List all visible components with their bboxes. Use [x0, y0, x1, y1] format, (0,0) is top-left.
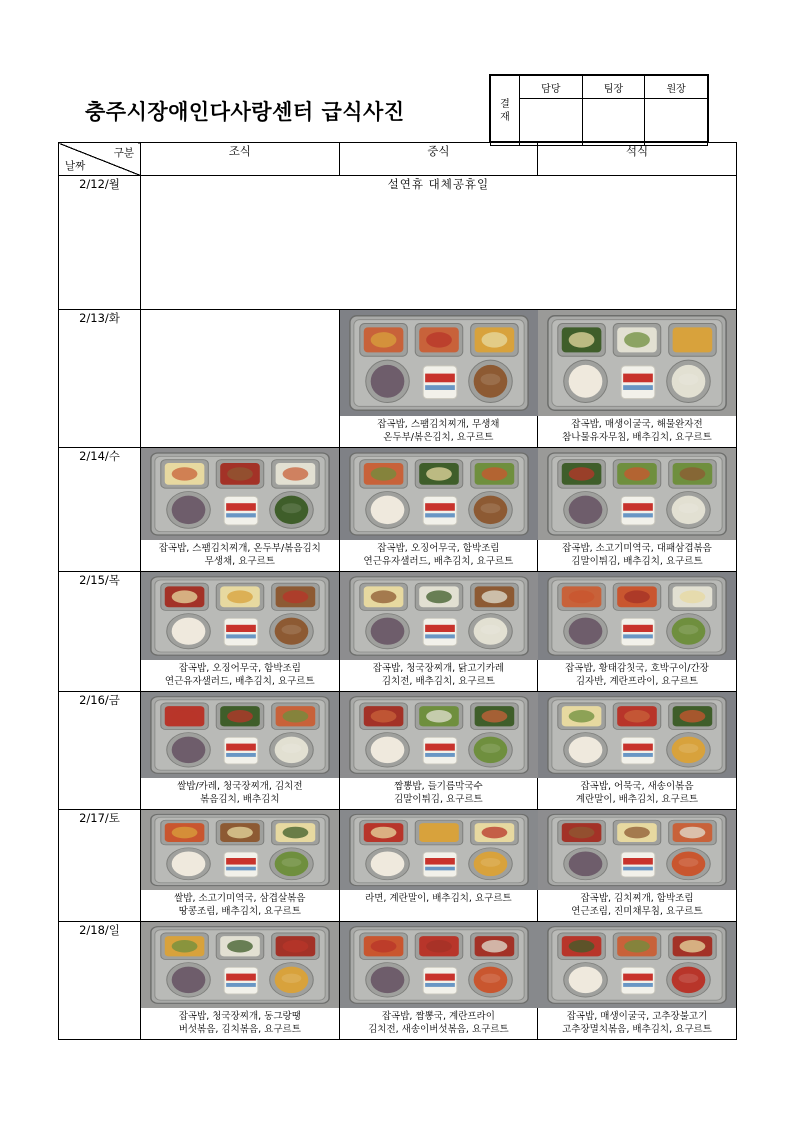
meal-cell — [339, 572, 538, 692]
approval-sign-0[interactable] — [520, 99, 583, 146]
meal-photo — [538, 310, 736, 416]
meal-photo — [538, 448, 736, 540]
approval-sign-1[interactable] — [582, 99, 645, 146]
meal-caption: 쌀밥, 소고기미역국, 삼겹살볶음 땅콩조림, 배추김치, 요구르트 — [174, 893, 306, 917]
meal-cell — [141, 692, 340, 810]
table-row — [59, 692, 737, 810]
meal-cell — [538, 310, 737, 448]
meal-photo — [141, 448, 339, 540]
meal-header-1: 중식 — [339, 143, 538, 176]
meal-photo — [340, 810, 538, 890]
meal-photo — [141, 922, 339, 1008]
meal-caption: 잡곡밥, 매생이굴국, 해물완자전 참나물유자무침, 배추김치, 요구르트 — [562, 419, 712, 443]
meal-caption: 잡곡밥, 스팸김치찌개, 무생채 온두부/볶은김치, 요구르트 — [377, 419, 500, 443]
meal-caption: 잡곡밥, 스팸김치찌개, 온두부/볶음김치 무생채, 요구르트 — [158, 543, 321, 567]
table-header-row — [59, 143, 737, 176]
meal-photo — [538, 810, 736, 890]
meal-cell — [538, 810, 737, 922]
date-cell: 2/14/수 — [59, 448, 141, 572]
date-cell: 2/15/목 — [59, 572, 141, 692]
meal-photo — [538, 922, 736, 1008]
approval-side-label — [491, 76, 520, 146]
document-header — [0, 0, 793, 150]
meal-header-2: 석식 — [538, 143, 737, 176]
approval-side-label-char1: 결 — [500, 98, 510, 110]
table-row — [59, 922, 737, 1040]
approval-sign-2[interactable] — [645, 99, 708, 146]
meal-cell — [141, 810, 340, 922]
date-cell: 2/17/토 — [59, 810, 141, 922]
approval-side-label-char2: 재 — [500, 111, 510, 123]
meal-caption: 잡곡밥, 소고기미역국, 대패삼겹볶음 김말이튀김, 배추김치, 요구르트 — [562, 543, 712, 567]
meal-caption: 잡곡밥, 오징어무국, 함박조림 연근유자샐러드, 배추김치, 요구르트 — [363, 543, 514, 567]
meal-photo — [538, 572, 736, 660]
meal-cell — [538, 922, 737, 1040]
meal-caption: 잡곡밥, 오징어무국, 함박조림 연근유자샐러드, 배추김치, 요구르트 — [164, 663, 315, 687]
date-cell: 2/12/월 — [59, 176, 141, 310]
meal-photo — [340, 310, 538, 416]
meal-photo — [538, 692, 736, 778]
table-row — [59, 176, 737, 310]
meal-caption: 잡곡밥, 황태감칫국, 호박구이/간장 김자반, 계란프라이, 요구르트 — [565, 663, 709, 687]
date-cell: 2/18/일 — [59, 922, 141, 1040]
meal-caption: 잡곡밥, 매생이굴국, 고추장불고기 고추장멸치볶음, 배추김치, 요구르트 — [562, 1011, 712, 1035]
meal-caption: 라면, 계란말이, 배추김치, 요구르트 — [365, 893, 512, 904]
date-cell: 2/13/화 — [59, 310, 141, 448]
meal-cell — [538, 692, 737, 810]
table-row — [59, 448, 737, 572]
approval-col-2: 원장 — [645, 76, 708, 99]
meal-cell — [339, 692, 538, 810]
corner-label-category: 구분 — [113, 147, 134, 159]
meal-caption: 잡곡밥, 청국장찌개, 닭고기카레 김치전, 배추김치, 요구르트 — [372, 663, 505, 687]
meal-caption: 쌀밥/카레, 청국장찌개, 김치전 볶음김치, 배추김치 — [177, 781, 303, 805]
table-row — [59, 310, 737, 448]
meal-cell — [538, 448, 737, 572]
meal-cell — [538, 572, 737, 692]
meal-photo — [340, 922, 538, 1008]
corner-header — [59, 143, 141, 176]
meal-caption: 잡곡밥, 어묵국, 새송이볶음 계란말이, 배추김치, 요구르트 — [575, 781, 699, 805]
table-row — [59, 572, 737, 692]
meal-photo — [340, 572, 538, 660]
meal-cell — [339, 448, 538, 572]
meal-cell-empty — [141, 310, 340, 448]
approval-stamp-box — [489, 74, 709, 142]
meal-cell — [141, 448, 340, 572]
meal-caption: 짬뽕밥, 들기름막국수 김말이튀김, 요구르트 — [394, 781, 483, 805]
meal-caption: 잡곡밥, 김치찌개, 함박조림 연근조림, 진미채무침, 요구르트 — [571, 893, 703, 917]
meal-cell — [141, 572, 340, 692]
holiday-notice: 설연휴 대체공휴일 — [141, 176, 737, 310]
meal-photo — [340, 448, 538, 540]
approval-col-0: 담당 — [520, 76, 583, 99]
meal-cell — [339, 810, 538, 922]
approval-col-1: 팀장 — [582, 76, 645, 99]
meal-photo — [141, 692, 339, 778]
table-row — [59, 810, 737, 922]
date-cell: 2/16/금 — [59, 692, 141, 810]
meal-cell — [339, 922, 538, 1040]
meal-photo — [141, 572, 339, 660]
meal-photo — [340, 692, 538, 778]
meal-cell — [339, 310, 538, 448]
meal-header-0: 조식 — [141, 143, 340, 176]
meal-caption: 잡곡밥, 짬뽕국, 계란프라이 김치전, 새송이버섯볶음, 요구르트 — [368, 1011, 509, 1035]
meal-caption: 잡곡밥, 청국장찌개, 동그랑땡 버섯볶음, 김치볶음, 요구르트 — [178, 1011, 301, 1035]
meal-photo — [141, 810, 339, 890]
corner-label-date: 날짜 — [65, 160, 86, 172]
page-title: 충주시장애인다사랑센터 급식사진 — [85, 100, 405, 124]
meal-cell — [141, 922, 340, 1040]
meal-schedule-table — [58, 142, 737, 1040]
